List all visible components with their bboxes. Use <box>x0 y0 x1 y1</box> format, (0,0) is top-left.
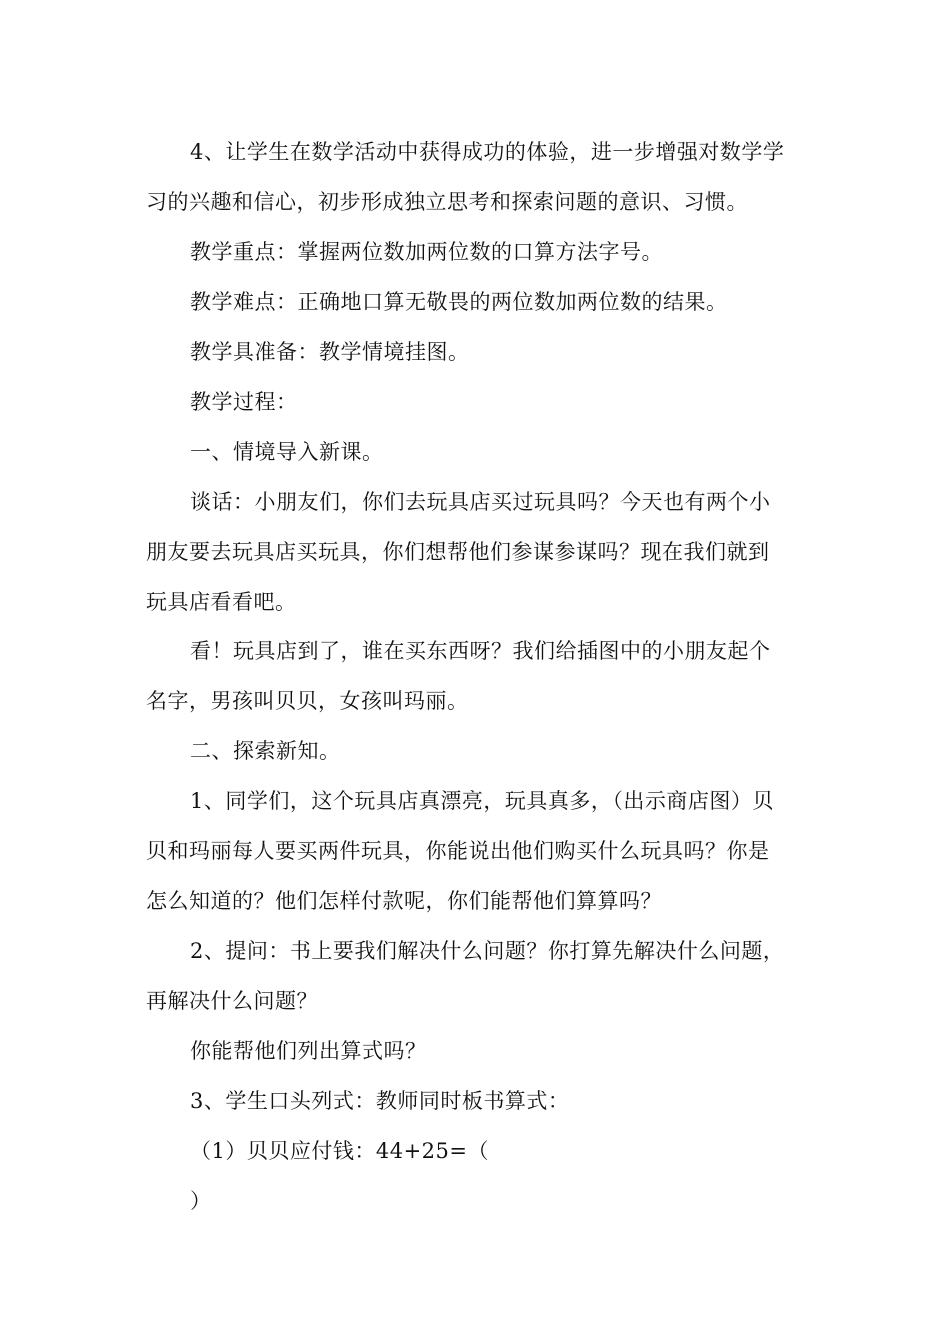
paragraph-line: 谈话：小朋友们，你们去玩具店买过玩具吗？今天也有两个小 <box>190 490 771 514</box>
paragraph-line: 看！玩具店到了，谁在买东西呀？我们给插图中的小朋友起个 <box>190 639 771 663</box>
paragraph-line: 教学难点：正确地口算无敬畏的两位数加两位数的结果。 <box>190 290 728 314</box>
paragraph-line: （1）贝贝应付钱：44+25=（ <box>190 1139 489 1163</box>
paragraph-line: 名字，男孩叫贝贝，女孩叫玛丽。 <box>146 689 469 713</box>
paragraph-line: ） <box>190 1189 212 1213</box>
paragraph-line: 怎么知道的？他们怎样付款呢，你们能帮他们算算吗？ <box>146 889 662 913</box>
paragraph-line: 玩具店看看吧。 <box>146 590 297 614</box>
paragraph-line: 你能帮他们列出算式吗？ <box>190 1039 427 1063</box>
paragraph-line: 贝和玛丽每人要买两件玩具，你能说出他们购买什么玩具吗？你是 <box>146 839 770 863</box>
paragraph-line: 再解决什么问题？ <box>146 989 318 1013</box>
paragraph-line: 1、同学们，这个玩具店真漂亮，玩具真多，（出示商店图）贝 <box>190 789 774 813</box>
paragraph-line: 教学重点：掌握两位数加两位数的口算方法字号。 <box>190 240 663 264</box>
section-heading: 二、探索新知。 <box>190 739 341 763</box>
paragraph-line: 朋友要去玩具店买玩具，你们想帮他们参谋参谋吗？现在我们就到 <box>146 540 770 564</box>
paragraph-line: 3、学生口头列式：教师同时板书算式： <box>190 1089 570 1113</box>
paragraph-line: 4、让学生在数学活动中获得成功的体验，进一步增强对数学学 <box>190 140 785 164</box>
section-heading: 一、情境导入新课。 <box>190 440 384 464</box>
paragraph-line: 2、提问：书上要我们解决什么问题？你打算先解决什么问题， <box>190 939 785 963</box>
paragraph-line: 习的兴趣和信心，初步形成独立思考和探索问题的意识、习惯。 <box>146 190 748 214</box>
section-heading: 教学过程： <box>190 390 298 414</box>
paragraph-line: 教学具准备：教学情境挂图。 <box>190 340 470 364</box>
